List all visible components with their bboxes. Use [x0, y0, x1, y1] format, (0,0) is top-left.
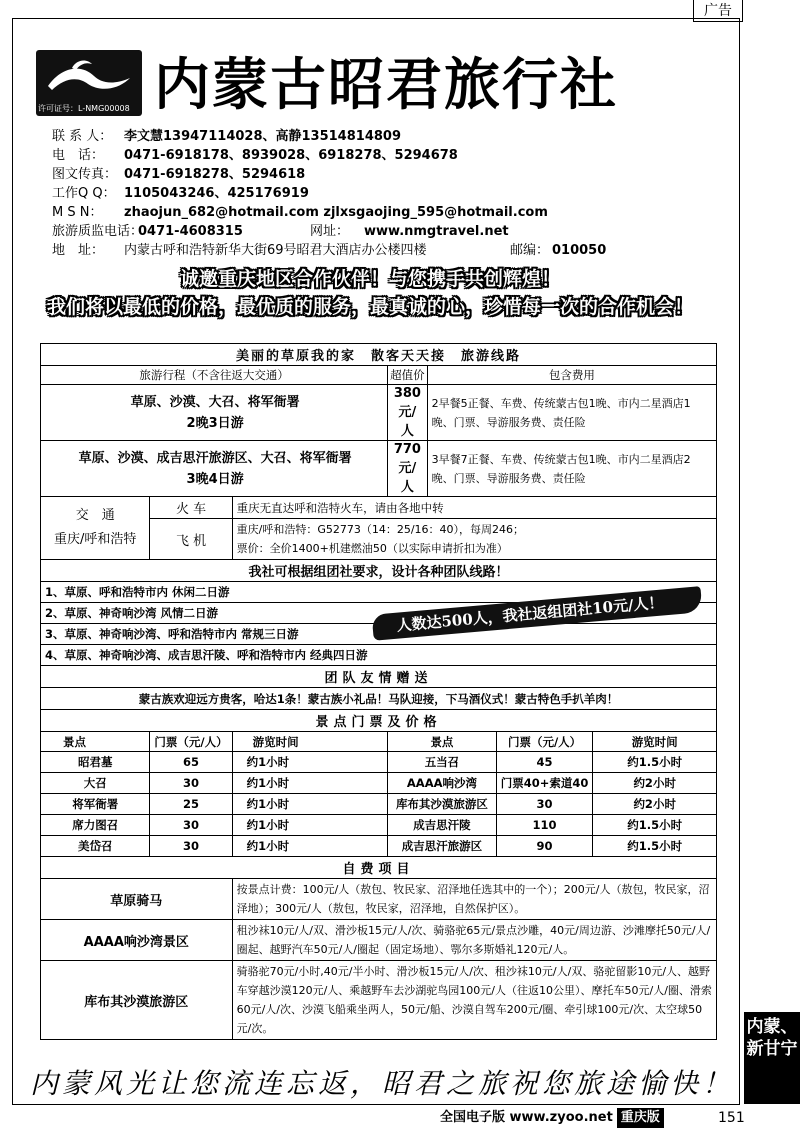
slogan-invite: 诚邀重庆地区合作伙伴！与您携手共创辉煌！	[179, 268, 560, 290]
qq-row	[52, 184, 692, 203]
region-tab[interactable]	[744, 1012, 800, 1104]
swan-logo-icon	[42, 56, 136, 100]
tours-title: 美丽的草原我的家 散客天天接 旅游线路	[41, 344, 717, 366]
ticket-cell: 门票40+索道40	[496, 773, 593, 794]
ticket-cell: 成吉思汗陵	[388, 815, 497, 836]
site-link[interactable]: 全国电子版 www.zyoo.net	[440, 1110, 613, 1125]
transport-route: 重庆/呼和浩特	[54, 532, 137, 547]
ticket-cell: 成吉思汗旅游区	[388, 836, 497, 857]
header	[36, 50, 736, 120]
price-value: 770	[393, 442, 421, 457]
slogan-service: 我们将以最低的价格，最优质的服务，最真诚的心，珍惜每一次的合作机会！	[46, 296, 693, 318]
price-unit: 元/人	[398, 461, 417, 495]
msn-row	[52, 203, 692, 222]
contact-label: 电 话：	[52, 148, 105, 163]
col-header-includes: 包含费用	[427, 366, 716, 385]
ticket-cell: 库布其沙漠旅游区	[388, 794, 497, 815]
ticket-cell: 30	[496, 794, 593, 815]
table-row	[41, 794, 717, 815]
ticket-header: 景点	[41, 732, 150, 752]
contact-label: 工作Q Q：	[52, 186, 116, 201]
table-row	[41, 773, 717, 794]
ticket-cell: 约2小时	[593, 794, 717, 815]
plane-flight: 重庆/呼和浩特：G52773（14：25/16：40），每周246；	[236, 523, 525, 536]
ticket-cell: 五当召	[388, 752, 497, 773]
tour-days: 3晚4日游	[186, 471, 244, 487]
ticket-header: 游览时间	[593, 732, 717, 752]
tickets-title: 景点门票及价格	[41, 710, 717, 732]
extra-name-kubuqi: 库布其沙漠旅游区	[41, 961, 233, 1040]
fax-row	[52, 165, 692, 184]
tour-includes-2: 3早餐7正餐、车费、传统蒙古包1晚、市内二星酒店2晚、门票、导游服务费、责任险	[427, 441, 716, 497]
extras-title: 自费项目	[41, 857, 717, 879]
group-title: 我社可根据组团社要求，设计各种团队线路！	[41, 560, 717, 582]
contact-value: 内蒙古呼和浩特新华大街69号昭君大酒店办公楼四楼	[124, 243, 427, 258]
contact-label: M S N：	[52, 205, 103, 220]
contact-label: 地 址：	[52, 243, 105, 258]
contact-label: 旅游质监电话：	[52, 224, 144, 239]
train-label: 火 车	[150, 497, 232, 519]
postcode-value: 010050	[552, 243, 607, 258]
extra-name-horse: 草原骑马	[41, 879, 233, 920]
postcode-label: 邮编：	[510, 243, 550, 258]
tour-table	[40, 343, 717, 1040]
contact-value: zhaojun_682@hotmail.com zjlxsgaojing_595@hotmail.com	[124, 205, 548, 220]
edition-badge: 重庆版	[617, 1108, 664, 1128]
ticket-cell: 110	[496, 815, 593, 836]
ticket-cell: 约1小时	[232, 836, 388, 857]
ticket-cell: 65	[150, 752, 232, 773]
ticket-cell: 30	[150, 836, 232, 857]
footer-slogan: 内蒙风光让您流连忘返，昭君之旅祝您旅途愉快！	[30, 1067, 735, 1100]
gifts-text: 蒙古族欢迎远方贵客，哈达1条！蒙古族小礼品！马队迎接，下马酒仪式！蒙古特色手扒羊肉！	[41, 688, 717, 710]
region-tab-line: 内蒙、	[746, 1017, 798, 1037]
gifts-title: 团队友情赠送	[41, 666, 717, 688]
plane-label: 飞 机	[150, 519, 232, 560]
phone-row	[52, 146, 692, 165]
ticket-cell: 30	[150, 773, 232, 794]
tour-route-2	[41, 441, 388, 497]
agency-logo	[36, 50, 142, 116]
contact-value: 0471-6918178、8939028、6918278、5294678	[124, 148, 458, 163]
ticket-header: 门票（元/人）	[496, 732, 593, 752]
region-tab-line: 新甘宁	[746, 1039, 798, 1059]
ticket-cell: 约1小时	[232, 794, 388, 815]
group-route-1: 1、草原、呼和浩特市内 休闲二日游	[41, 582, 717, 603]
ticket-cell: 约1小时	[232, 752, 388, 773]
ticket-cell: 昭君墓	[41, 752, 150, 773]
footer-bar	[440, 1108, 664, 1128]
tour-route-text: 草原、沙漠、成吉思汗旅游区、大召、将军衙署	[78, 450, 352, 466]
train-info: 重庆无直达呼和浩特火车，请由各地中转	[232, 497, 716, 519]
group-route-4: 4、草原、神奇响沙湾、成吉思汗陵、呼和浩特市内 经典四日游	[41, 645, 717, 666]
extra-desc-xiangshawan: 租沙袜10元/人/双、滑沙板15元/人/次、骑骆驼65元/景点沙雕，40元/周边游、沙滩摩托50元/人/圈起、越野汽车50元/人/圈起（固定场地）、鄂尔多斯婚礼120元/人。	[232, 920, 716, 961]
address-row	[52, 241, 692, 260]
extra-desc-kubuqi: 骑骆驼70元/小时,40元/半小时、滑沙板15元/人/次、租沙袜10元/人/双、骆驼留影10元/人、越野车穿越沙漠120元/人、乘越野车去沙湖驼鸟园100元/人（往返10公里）、摩托车50元/人/圈、滑索60元/人/次、沙漠飞船乘坐两人，50元/船、沙漠自驾车200元/圈、牵引球100元/次、太空球50元/次。	[232, 961, 716, 1040]
col-header-price: 超值价	[388, 366, 428, 385]
ticket-header: 游览时间	[232, 732, 388, 752]
plane-fare: 票价：全价1400+机建燃油50（以实际申请折扣为准）	[236, 542, 508, 555]
contact-value: 0471-6918278、5294618	[124, 167, 306, 182]
ticket-cell: 约1小时	[232, 815, 388, 836]
price-unit: 元/人	[398, 405, 417, 439]
table-row	[41, 815, 717, 836]
contact-value: 1105043246、425176919	[124, 186, 309, 201]
extra-desc-horse: 按景点计费：100元/人（敖包、牧民家、沼泽地任选其中的一个）；200元/人（敖包，牧民家，沼泽地）；300元/人（敖包，牧民家，沼泽地，自然保护区）。	[232, 879, 716, 920]
ticket-cell: 约1.5小时	[593, 815, 717, 836]
ticket-cell: 45	[496, 752, 593, 773]
contact-value: 0471-4608315	[138, 224, 243, 239]
contact-person-row	[52, 127, 692, 146]
license-number: 许可证号：L-NMG00008	[38, 104, 130, 113]
ticket-cell: 席力图召	[41, 815, 150, 836]
group-route-3: 3、草原、神奇响沙湾、呼和浩特市内 常规三日游	[41, 624, 717, 645]
transport-title: 交 通	[75, 508, 115, 523]
contact-label: 图文传真：	[52, 167, 118, 182]
ticket-cell: AAAA响沙湾	[388, 773, 497, 794]
ticket-cell: 25	[150, 794, 232, 815]
table-row	[41, 752, 717, 773]
tour-days: 2晚3日游	[186, 415, 244, 431]
tour-price-1	[388, 385, 428, 441]
transport-label	[41, 497, 150, 560]
ticket-cell: 约1.5小时	[593, 836, 717, 857]
tour-price-2	[388, 441, 428, 497]
contact-block	[52, 127, 692, 260]
ticket-cell: 90	[496, 836, 593, 857]
ticket-cell: 约1小时	[232, 773, 388, 794]
col-header-route: 旅游行程（不含往返大交通）	[41, 366, 388, 385]
page-number: 151	[718, 1110, 745, 1126]
ticket-cell: 将军衙署	[41, 794, 150, 815]
table-row	[41, 836, 717, 857]
website-link[interactable]: www.nmgtravel.net	[364, 224, 509, 239]
website-label: 网址：	[310, 224, 350, 239]
contact-label: 联 系 人：	[52, 129, 113, 144]
ticket-cell: 大召	[41, 773, 150, 794]
ticket-header: 景点	[388, 732, 497, 752]
tour-includes-1: 2早餐5正餐、车费、传统蒙古包1晚、市内二星酒店1晚、门票、导游服务费、责任险	[427, 385, 716, 441]
tour-route-1	[41, 385, 388, 441]
rebate-text: 人数达500人，我社返组团社10元/人！	[395, 593, 665, 635]
ad-tag: 广告	[693, 0, 743, 22]
ticket-cell: 30	[150, 815, 232, 836]
ticket-cell: 约2小时	[593, 773, 717, 794]
tour-route-text: 草原、沙漠、大召、将军衙署	[130, 394, 300, 410]
agency-name: 内蒙古昭君旅行社	[154, 52, 618, 118]
ticket-cell: 约1.5小时	[593, 752, 717, 773]
price-value: 380	[393, 386, 421, 401]
contact-value: 李文慧13947114028、高静13514814809	[124, 129, 401, 144]
ticket-cell: 美岱召	[41, 836, 150, 857]
quality-phone-row	[52, 222, 692, 241]
extra-name-xiangshawan: AAAA响沙湾景区	[41, 920, 233, 961]
ticket-header: 门票（元/人）	[150, 732, 232, 752]
group-route-2: 2、草原、神奇响沙湾 风情二日游	[41, 603, 717, 624]
plane-info	[232, 519, 716, 560]
